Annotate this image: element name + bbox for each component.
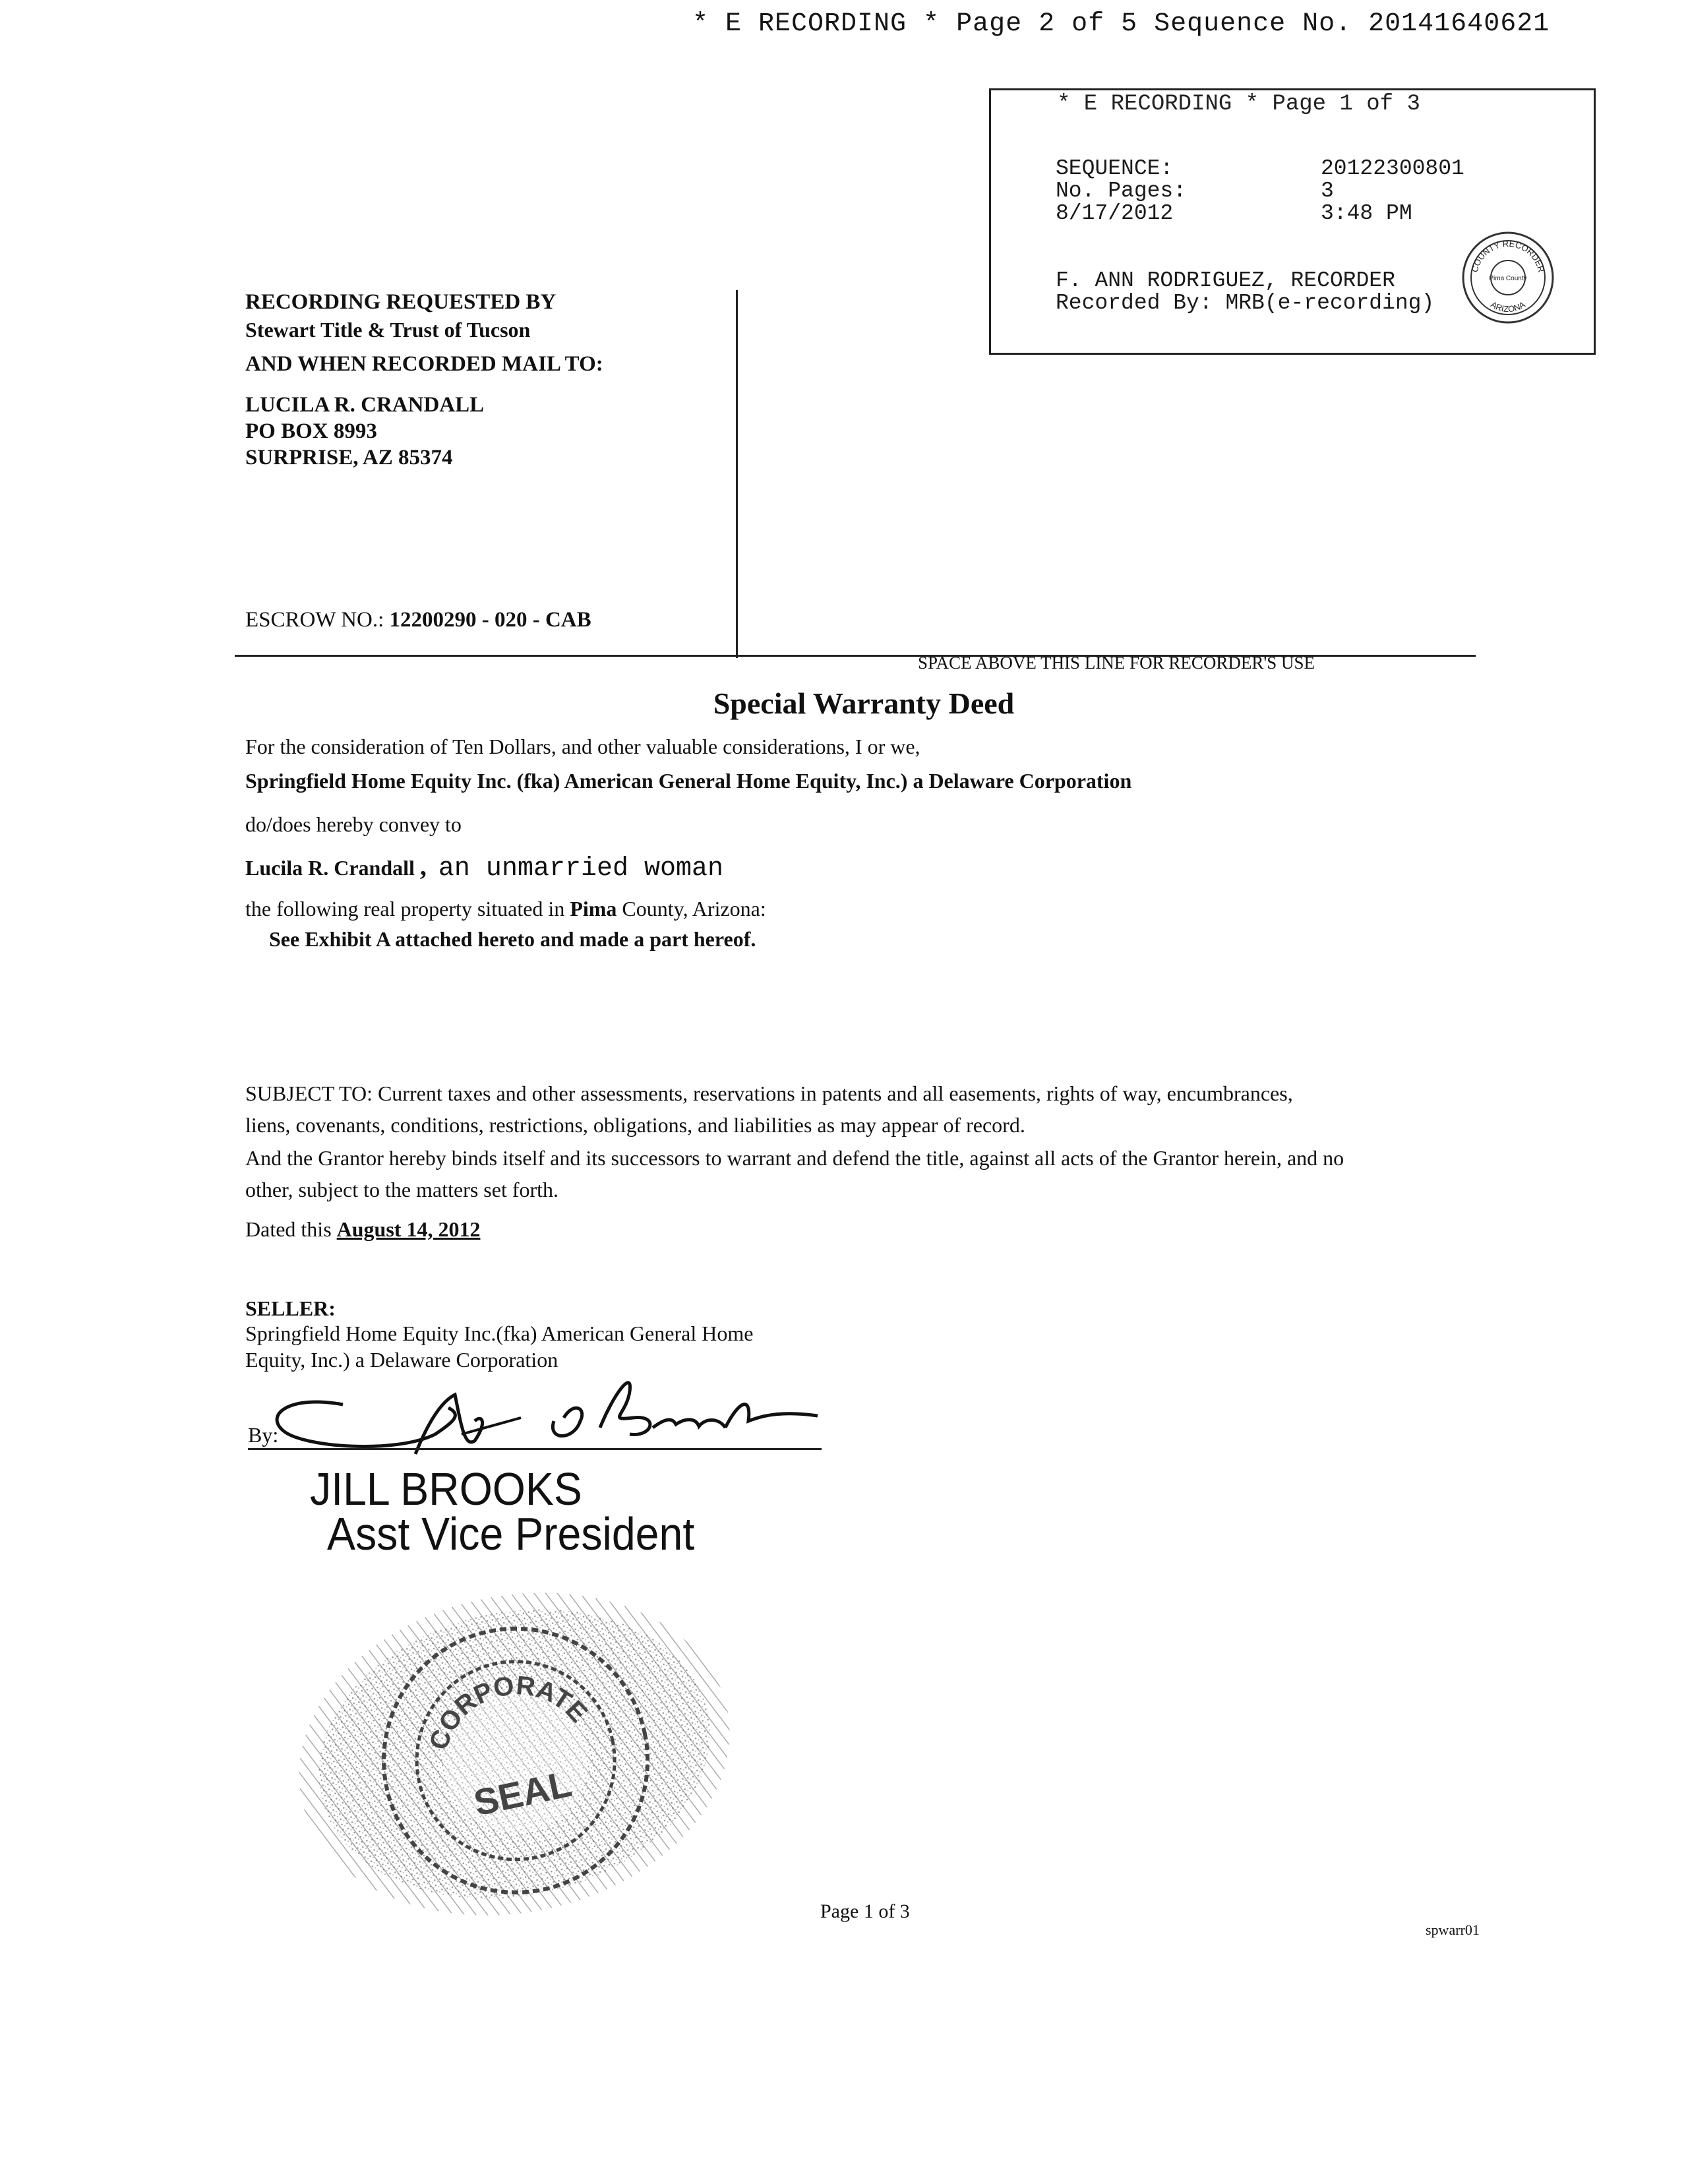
signer-title: Asst Vice President: [327, 1508, 695, 1560]
seal-bottom-text: ARIZONA: [1489, 299, 1527, 315]
grantor-name: Springfield Home Equity Inc. (fka) American General Home Equity, Inc.) a Delaware Corporation: [245, 769, 1132, 793]
grantee-separator: ,: [419, 851, 427, 881]
dated-line: [245, 1217, 480, 1242]
mail-name: LUCILA R. CRANDALL: [245, 393, 485, 417]
recording-time: 3:48 PM: [1321, 201, 1412, 226]
form-code: spwarr01: [1426, 1922, 1480, 1938]
grantee-line: [245, 851, 723, 884]
signature-line: [248, 1448, 822, 1450]
seller-name-line-1: Springfield Home Equity Inc.(fka) American General Home: [245, 1321, 754, 1345]
mail-city: SURPRISE, AZ 85374: [245, 446, 453, 470]
corporate-seal: [277, 1569, 752, 1939]
dated-value: August 14, 2012: [336, 1217, 481, 1241]
property-suffix: County, Arizona:: [622, 897, 766, 921]
page-number: Page 1 of 3: [820, 1900, 910, 1922]
recording-date: 8/17/2012: [1056, 201, 1174, 226]
dated-label: Dated this: [245, 1217, 332, 1241]
grantee-status: an unmarried woman: [438, 854, 723, 884]
mail-address: PO BOX 8993: [245, 419, 377, 443]
escrow-number: 12200290 - 020 - CAB: [389, 608, 591, 632]
subject-to-line-2: liens, covenants, conditions, restrictions, obligations, and liabilities as may appear of record.: [245, 1113, 1025, 1137]
signer-name: JILL BROOKS: [310, 1463, 582, 1515]
recorder-box-page-line: * E RECORDING * Page 1 of 3: [1057, 92, 1420, 117]
requested-by-label: RECORDING REQUESTED BY: [245, 290, 557, 314]
e-recording-header: * E RECORDING * Page 2 of 5 Sequence No. 20141640621: [692, 9, 1550, 39]
corp-seal-top-text: CORPORATE: [423, 1670, 593, 1754]
property-location: [245, 897, 766, 921]
exhibit-reference: See Exhibit A attached hereto and made a part hereof.: [269, 927, 756, 951]
convey-clause: do/does hereby convey to: [245, 812, 462, 836]
property-county: Pima: [570, 897, 617, 921]
seal-center-text: Pima County: [1489, 275, 1527, 282]
recorder-use-note: SPACE ABOVE THIS LINE FOR RECORDER'S USE: [918, 653, 1315, 673]
warranty-line-1: And the Grantor hereby binds itself and its successors to warrant and defend the title, against all acts of the Grantor herein, and no: [245, 1146, 1344, 1170]
subject-to-line-1: SUBJECT TO: Current taxes and other assessments, reservations in patents and all easements, rights of way, encumbrances,: [245, 1081, 1293, 1105]
by-label: By:: [248, 1423, 279, 1447]
recorder-area-vertical-rule: [736, 290, 738, 658]
seller-label: SELLER:: [245, 1296, 336, 1320]
corp-seal-bottom-text: SEAL: [469, 1762, 576, 1824]
warranty-line-2: other, subject to the matters set forth.: [245, 1178, 559, 1201]
signature: [264, 1355, 831, 1467]
sequence-value: 20122300801: [1321, 156, 1464, 181]
recorder-name-line: F. ANN RODRIGUEZ, RECORDER: [1056, 268, 1395, 293]
recorded-by-line: Recorded By: MRB(e-recording): [1056, 291, 1435, 315]
seal-top-text: COUNTY RECORDER: [1469, 238, 1547, 274]
grantee-name: Lucila R. Crandall: [245, 856, 415, 880]
escrow-number-line: [245, 608, 591, 632]
consideration-clause: For the consideration of Ten Dollars, and other valuable considerations, I or we,: [245, 735, 920, 758]
escrow-label: ESCROW NO.:: [245, 608, 384, 632]
mail-to-label: AND WHEN RECORDED MAIL TO:: [245, 352, 603, 376]
seller-name-line-2: Equity, Inc.) a Delaware Corporation: [245, 1348, 558, 1372]
pages-value: 3: [1321, 179, 1334, 203]
pages-label: No. Pages:: [1056, 179, 1187, 203]
property-prefix: the following real property situated in: [245, 897, 565, 921]
sequence-label: SEQUENCE:: [1056, 156, 1174, 181]
county-recorder-seal: [1459, 228, 1557, 327]
requested-by: Stewart Title & Trust of Tucson: [245, 318, 531, 342]
deed-title: Special Warranty Deed: [713, 686, 1015, 720]
